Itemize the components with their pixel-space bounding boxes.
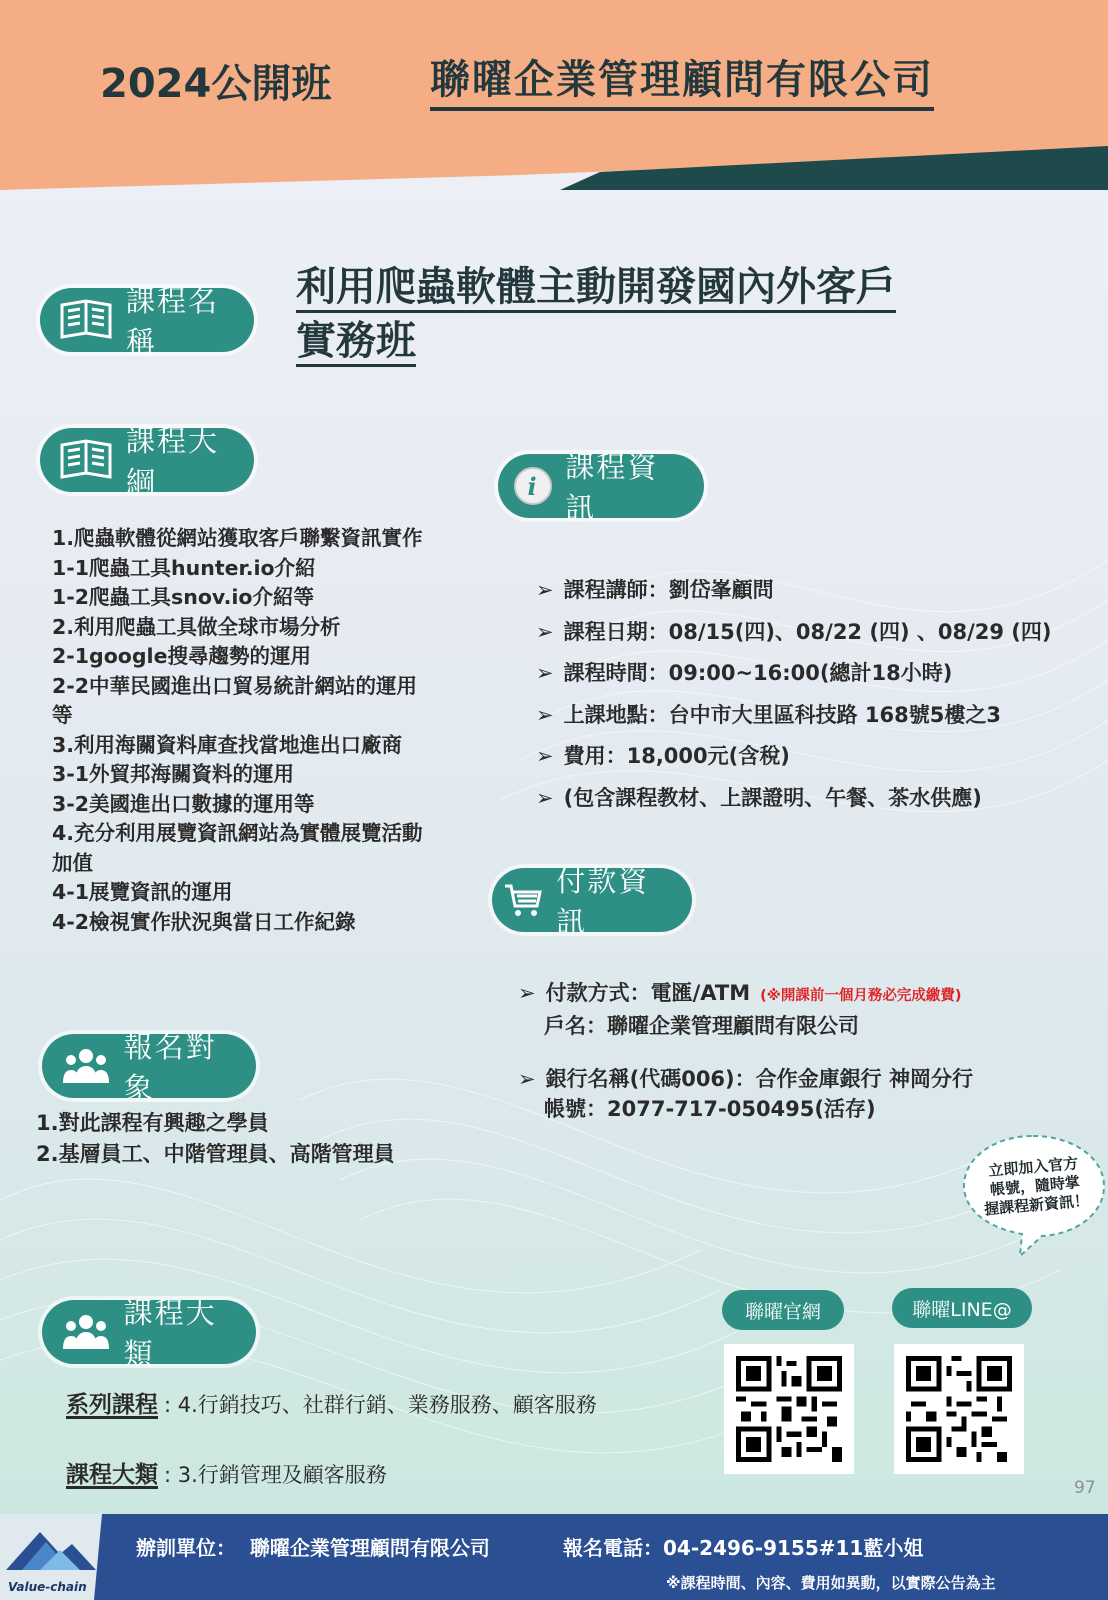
info-icon [512,464,553,508]
info-item-instructor: ➢ 課程講師：劉岱峯顧問 [536,570,1096,612]
course-outline-badge [40,424,254,499]
course-title [296,260,1056,368]
header-company-name: 聯曜企業管理顧問有限公司 [430,48,934,111]
outline-item: 4-1展覽資訊的運用 [52,880,233,904]
bubble-line: 握課程新資訊！ [983,1191,1090,1219]
outline-item: 3-2美國進出口數據的運用等 [52,791,315,816]
info-item-includes: ➢ (包含課程教材、上課證明、午餐、茶水供應) [536,778,1096,820]
info-item-dates: ➢ 課程日期：08/15(四)、08/22 (四) 、08/29 (四) [536,612,1096,654]
outline-item: 加值 [52,850,93,875]
cart-icon [502,878,544,922]
target-item: 2.基層員工、中階管理員、高階管理員 [36,1142,395,1166]
people-icon [60,1044,112,1088]
info-item-location: ➢ 上課地點：台中市大里區科技路 168號5樓之3 [536,695,1096,737]
info-item-time: ➢ 課程時間：09:00~16:00(總計18小時) [536,653,1096,695]
target-item: 1.對此課程有興趣之學員 [36,1111,269,1135]
main-category-value: : 3.行銷管理及顧客服務 [164,1463,387,1487]
logo-text: Value-chain [8,1580,87,1594]
course-name-label: 課程名稱 [126,284,220,359]
website-link-button[interactable]: 聯曜官網 [722,1290,844,1330]
header-year-label: 2024公開班 [100,61,332,107]
course-outline-list [52,524,502,937]
speech-bubble-text [968,1152,1102,1220]
course-title-line2: 實務班 [296,318,416,367]
footer-bar [0,1514,1108,1600]
outline-item: 2-2中華民國進出口貿易統計網站的運用 [52,673,418,698]
course-name-badge [40,284,254,359]
main-category-line [66,1456,387,1489]
payment-deadline-note: (※開課前一個月務必完成繳費) [760,988,962,1004]
payment-method-block [518,978,1078,1041]
arrow-icon: ➢ [518,981,536,1005]
footer-note: ※課程時間、內容、費用如異動，以實際公告為主 [666,1574,996,1592]
outline-item: 4.充分利用展覽資訊網站為實體展覽活動 [52,821,423,845]
people-icon [60,1310,112,1354]
outline-item: 3.利用海關資料庫查找當地進出口廠商 [52,732,403,757]
logo-panel [0,1514,102,1600]
book-icon [58,298,114,342]
payment-account-number: 帳號：2077-717-050495(活存) [544,1097,876,1121]
course-title-line1: 利用爬蟲軟體主動開發國內外客戶 [296,264,896,313]
info-item-fee: ➢ 費用：18,000元(含稅) [536,736,1096,778]
outline-item: 2-1google搜尋趨勢的運用 [52,644,311,668]
series-course-line [66,1386,597,1419]
payment-method: 付款方式：電匯/ATM [545,981,751,1005]
header-banner [0,0,1108,190]
course-category-badge [42,1296,256,1371]
bubble-line: 帳號，隨時掌 [989,1173,1081,1199]
course-info-badge [498,450,704,525]
footer-organizer: 辦訓單位： 聯曜企業管理顧問有限公司 [136,1536,490,1560]
line-qr-code[interactable] [894,1344,1024,1474]
outline-item: 2.利用爬蟲工具做全球市場分析 [52,614,341,639]
outline-item: 1.爬蟲軟體從網站獲取客戶聯繫資訊實作 [52,526,423,550]
website-qr-code[interactable] [724,1344,854,1474]
outline-item: 1-1爬蟲工具hunter.io介紹 [52,555,316,580]
bubble-line: 立即加入官方 [987,1154,1079,1180]
payment-bank-block [518,1064,1078,1124]
svg-text:i: i [527,472,539,501]
arrow-icon: ➢ [518,1067,536,1091]
target-audience-list [36,1108,395,1170]
course-info-label: 課程資訊 [565,450,659,525]
outline-item: 3-1外貿邦海關資料的運用 [52,762,295,786]
outline-item: 等 [52,703,73,727]
book-icon [58,438,114,482]
course-category-label: 課程大類 [123,1296,217,1371]
payment-info-badge [492,864,692,939]
outline-item: 1-2爬蟲工具snov.io介紹等 [52,585,315,609]
line-link-button[interactable]: 聯曜LINE@ [892,1288,1032,1328]
payment-bank: 銀行名稱(代碼006)：合作金庫銀行 神岡分行 [545,1067,973,1091]
footer-phone: 報名電話：04-2496-9155#11藍小姐 [563,1536,924,1560]
value-chain-logo [0,1514,100,1584]
payment-account-name: 戶名：聯曜企業管理顧問有限公司 [544,1014,859,1038]
course-outline-label: 課程大綱 [126,424,220,499]
series-course-key: 系列課程 [66,1392,158,1418]
page-number: 97 [1074,1478,1096,1498]
target-audience-badge [42,1030,256,1105]
course-info-list [536,570,1096,819]
outline-item: 4-2檢視實作狀況與當日工作紀錄 [52,909,356,934]
main-category-key: 課程大類 [66,1462,158,1488]
payment-info-label: 付款資訊 [556,864,650,939]
target-audience-label: 報名對象 [123,1030,217,1105]
series-course-value: : 4.行銷技巧、社群行銷、業務服務、顧客服務 [164,1393,597,1417]
